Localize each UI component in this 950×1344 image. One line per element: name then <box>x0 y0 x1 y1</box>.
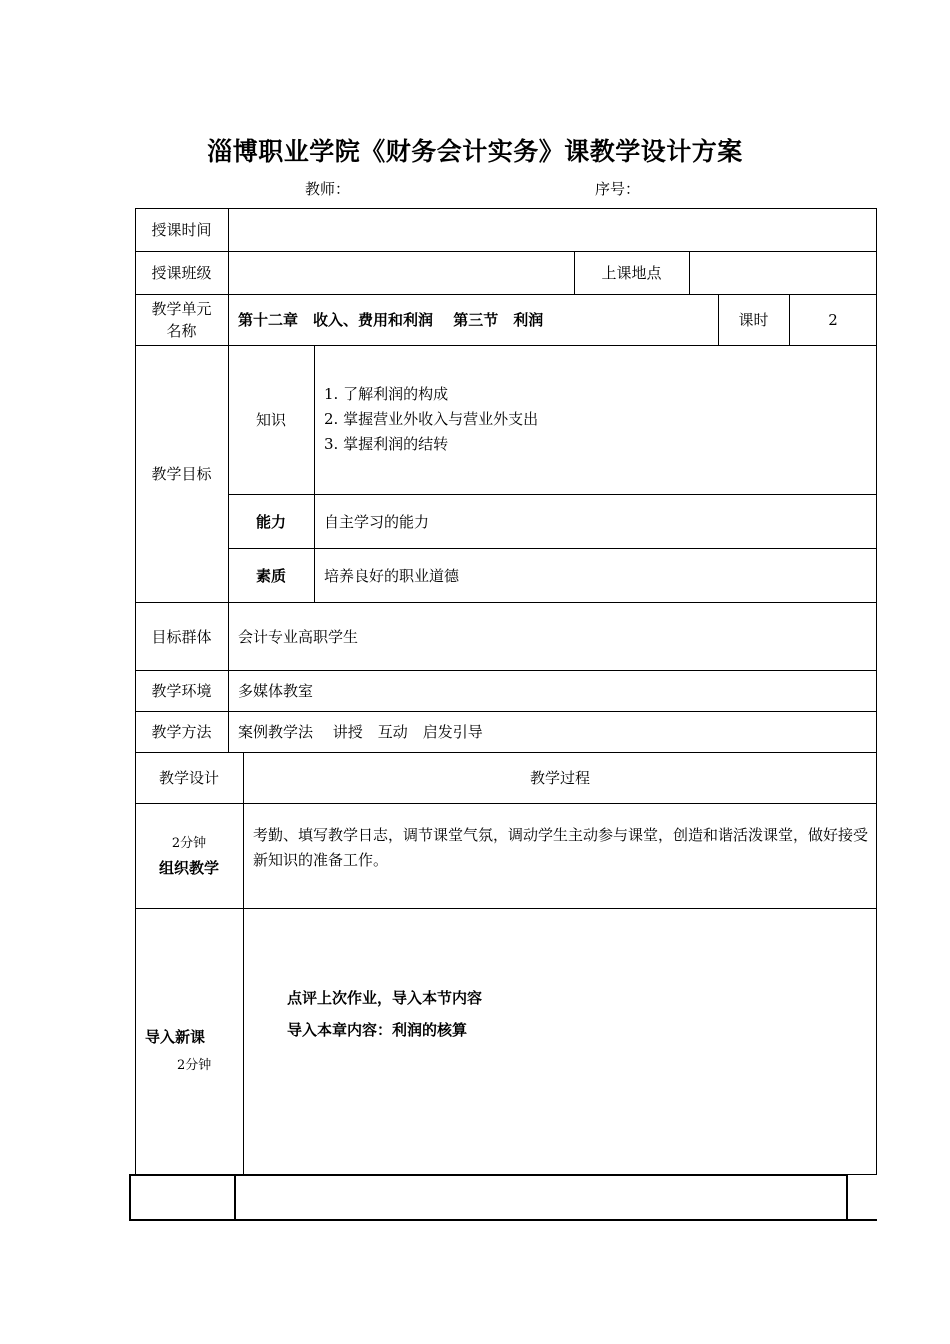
unit-label-line-1: 教学单元 <box>151 299 212 318</box>
class-label: 授课班级 <box>151 264 212 282</box>
bottom-table-right-border <box>846 1174 848 1220</box>
bottom-table-col-divider <box>234 1174 236 1220</box>
intro-line-1: 点评上次作业，导入本节内容 <box>287 988 483 1007</box>
method-label: 教学方法 <box>151 723 212 741</box>
env-value: 多媒体教室 <box>238 682 314 700</box>
target-value: 会计专业高职学生 <box>238 627 359 646</box>
org-time: 2分钟 <box>171 835 207 851</box>
intro-line-2: 导入本章内容：利润的核算 <box>287 1020 468 1039</box>
ability-value: 自主学习的能力 <box>324 512 430 531</box>
teacher-label: 教师： <box>305 180 351 198</box>
bottom-table-left-border <box>129 1174 131 1220</box>
hours-value: 2 <box>828 310 838 329</box>
knowledge-label: 知识 <box>255 411 286 429</box>
col-divider <box>689 251 690 294</box>
knowledge-item: 3. 掌握利润的结转 <box>324 435 449 453</box>
org-step <box>135 803 243 908</box>
target-label: 目标群体 <box>151 627 212 646</box>
quality-label: 素质 <box>255 566 286 585</box>
time-label: 授课时间 <box>151 221 212 239</box>
intro-time: 2分钟 <box>177 1057 212 1073</box>
unit-label-line-2: 名称 <box>166 321 197 340</box>
intro-label: 导入新课 <box>145 1027 206 1046</box>
page-title: 淄博职业学院《财务会计实务》课教学设计方案 <box>207 137 743 166</box>
knowledge-item: 1. 了解利润的构成 <box>324 385 449 403</box>
bottom-table-bottom-border <box>129 1219 877 1221</box>
goals-label: 教学目标 <box>151 465 212 483</box>
location-value <box>699 251 869 294</box>
serial-label: 序号： <box>595 180 641 198</box>
knowledge-item: 2. 掌握营业外收入与营业外支出 <box>324 410 539 428</box>
process-col-header: 教学过程 <box>529 769 590 787</box>
col-divider <box>243 752 244 1175</box>
time-value <box>238 208 868 251</box>
ability-label: 能力 <box>255 512 286 531</box>
org-label: 组织教学 <box>158 858 219 877</box>
method-value: 案例教学法 讲授 互动 启发引导 <box>238 723 483 741</box>
hours-label: 课时 <box>738 311 769 329</box>
row-divider <box>135 908 877 909</box>
org-text: 考勤、填写教学日志，调节课堂气氛，调动学生主动参与课堂，创造和谐活泼课堂，做好接受新知识的准备工作。 <box>253 826 869 869</box>
unit-value: 第十二章 收入、费用和利润 第三节 利润 <box>238 311 544 329</box>
env-label: 教学环境 <box>151 682 212 700</box>
unit-label <box>135 294 228 345</box>
class-value <box>238 251 568 294</box>
bottom-table-top-border <box>129 1174 848 1176</box>
quality-value: 培养良好的职业道德 <box>324 566 460 585</box>
knowledge-list <box>324 345 869 494</box>
design-col-header: 教学设计 <box>158 769 219 787</box>
col-divider <box>314 345 315 602</box>
location-label: 上课地点 <box>601 264 662 282</box>
